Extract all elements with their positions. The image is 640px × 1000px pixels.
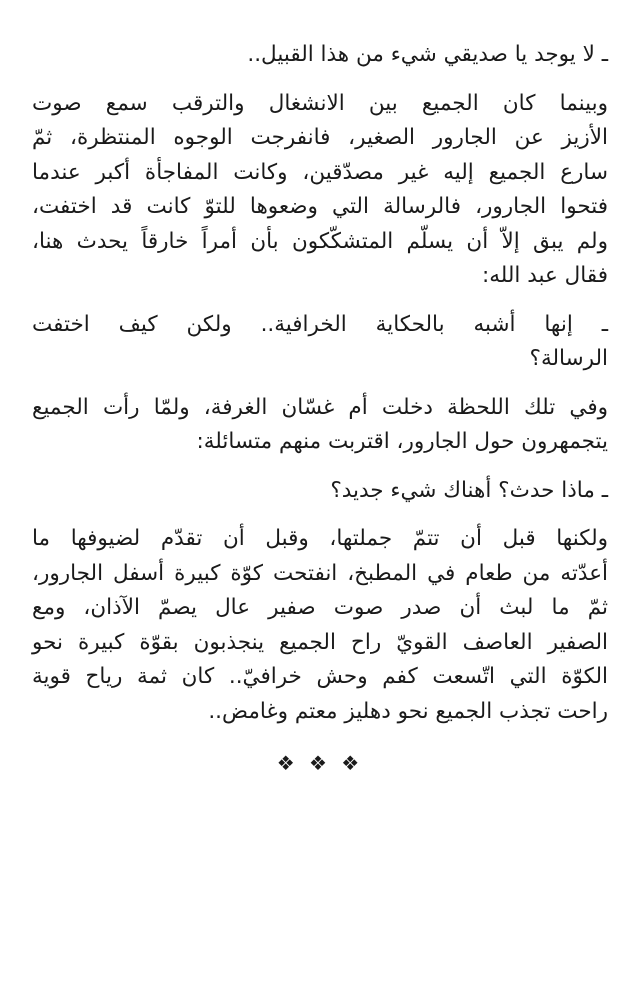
text-line: فقال عبد الله: (481, 263, 608, 288)
paragraph-6 (32, 522, 608, 729)
paragraph-2 (32, 87, 608, 294)
text-line: الأزيز عن الجارور الصغير، فانفرجت الوجوه المنتظرة، ثمّ (32, 125, 608, 150)
text-line: ـ إنها أشبه بالحكاية الخرافية.. ولكن كيف اختفت (32, 311, 608, 337)
text-line: سارع الجميع إليه غير مصدّقين، وكانت المفاجأة أكبر عندما (32, 159, 608, 185)
text-line: وبينما كان الجميع بين الانشغال والترقب سمع صوت (32, 90, 608, 116)
text-line: فتحوا الجارور، فالرسالة التي وضعوها للتوّ كانت قد اختفت، (32, 194, 608, 219)
text-line: الكوّة التي اتّسعت كفم وحش خرافيّ.. كان ثمة رياح قوية (32, 664, 608, 689)
section-separator-ornament: ❖ ❖ ❖ (276, 751, 364, 775)
text-line: ولكنها قبل أن تتمّ جملتها، وقبل أن تقدّم لضيوفها ما (32, 526, 608, 551)
paragraph-1 (32, 38, 608, 73)
text-line: وفي تلك اللحظة دخلت أم غسّان الغرفة، ولمّا رأت الجميع (32, 394, 608, 420)
text-line: أعدّته من طعام في المطبخ، انفتحت كوّة كبيرة أسفل الجارور، (32, 560, 608, 586)
paragraph-3 (32, 308, 608, 377)
text-line: يتجمهرون حول الجارور، اقتربت منهم متسائلة: (196, 429, 608, 454)
text-line: ثمّ ما لبث أن صدر صوت صفير عال يصمّ الآذان، ومع (32, 595, 608, 620)
text-line: ولم يبق إلاّ أن يسلّم المتشكّكون بأن أمراً خارقاً يحدث هنا، (32, 228, 608, 254)
text-line: ـ لا يوجد يا صديقي شيء من هذا القبيل.. (247, 42, 608, 67)
text-line: راحت تجذب الجميع نحو دهليز معتم وغامض.. (208, 698, 608, 724)
paragraph-5 (32, 474, 608, 509)
paragraph-4 (32, 391, 608, 460)
text-line: الصفير العاصف القويّ راح الجميع ينجذبون بقوّة كبيرة نحو (32, 629, 608, 655)
text-line: الرسالة؟ (529, 346, 608, 371)
text-line: ـ ماذا حدث؟ أهناك شيء جديد؟ (330, 477, 608, 503)
